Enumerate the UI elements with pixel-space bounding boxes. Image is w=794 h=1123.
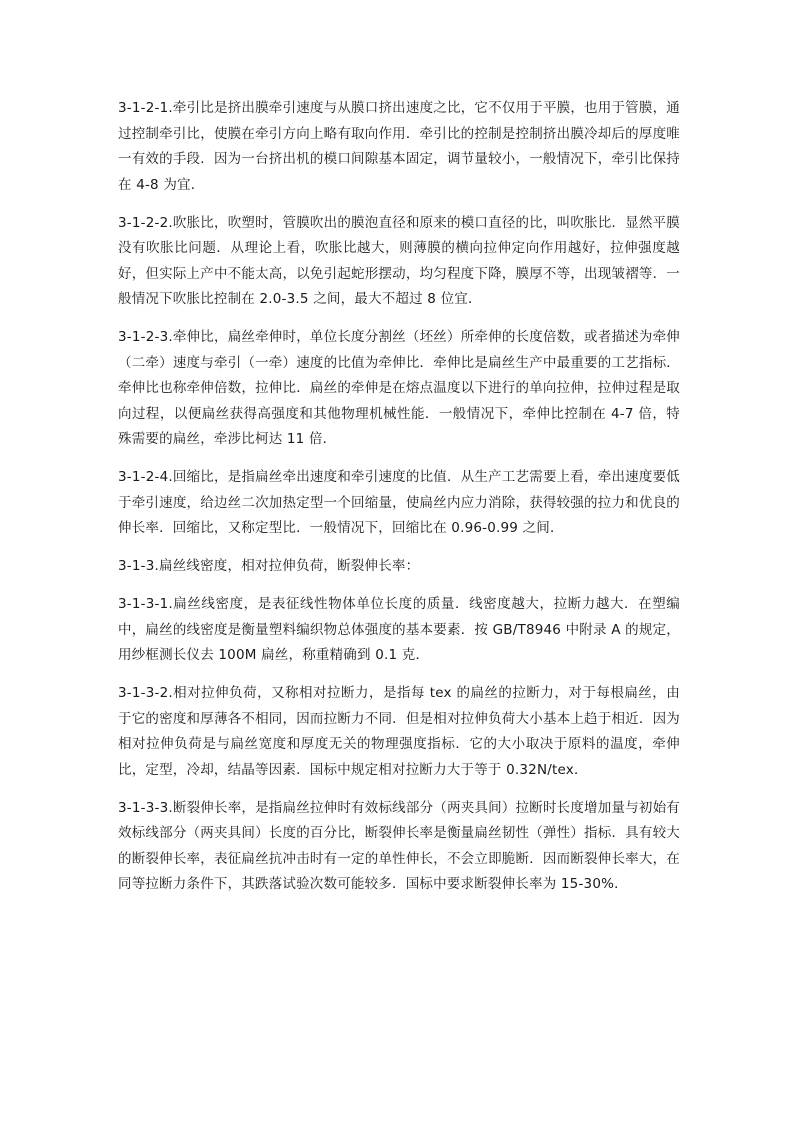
paragraph-3-1-2-4: 3-1-2-4.回缩比，是指扁丝牵出速度和牵引速度的比值．从生产工艺需要上看，牵出速度要低于牵引速度，给边丝二次加热定型一个回缩量，使扁丝内应力消除，获得较强的拉力和优良的伸长率．回缩比，又称定型比．一般情况下，回缩比在 0.96-0.99 之间． <box>118 469 680 536</box>
paragraph-3-1-3-3: 3-1-3-3.断裂伸长率，是指扁丝拉伸时有效标线部分（两夹具间）拉断时长度增加量与初始有效标线部分（两夹具间）长度的百分比，断裂伸长率是衡量扁丝韧性（弹性）指标．具有较大的断裂伸长率，表征扁丝抗冲击时有一定的单性伸长，不会立即脆断．因而断裂伸长率大，在同等拉断力条件下，其跌落试验次数可能较多．国标中要求断裂伸长率为 15-30%． <box>118 799 680 892</box>
paragraph-3-1-3-1: 3-1-3-1.扁丝线密度，是表征线性物体单位长度的质量．线密度越大，拉断力越大．在塑编中，扁丝的线密度是衡量塑料编织物总体强度的基本要素．按 GB/T8946 中附录 A 的规定，用纱框测长仪去 100M 扁丝，称重精确到 0.1 克． <box>118 596 680 663</box>
section-heading-3-1-3: 3-1-3.扁丝线密度，相对拉伸负荷，断裂伸长率： <box>118 558 420 574</box>
paragraph-3-1-2-2: 3-1-2-2.吹胀比，吹塑时，管膜吹出的膜泡直径和原来的模口直径的比，叫吹胀比．显然平膜没有吹胀比问题．从理论上看，吹胀比越大，则薄膜的横向拉伸定向作用越好，拉伸强度越好，但实际上产中不能太高，以免引起蛇形摆动，均匀程度下降，膜厚不等，出现皱褶等．一般情况下吹胀比控制在 2.0-3.5 之间，最大不超过 8 位宜． <box>118 214 680 307</box>
paragraph-3-1-3-2: 3-1-3-2.相对拉伸负荷，又称相对拉断力，是指每 tex 的扁丝的拉断力，对于每根扁丝，由于它的密度和厚薄各不相同，因而拉断力不同．但是相对拉伸负荷大小基本上趋于相近．因为相对拉伸负荷是与扁丝宽度和厚度无关的物理强度指标．它的大小取决于原料的温度，牵伸比，定型，冷却，结晶等因素．国标中规定相对拉断力大于等于 0.32N/tex． <box>118 685 680 778</box>
paragraph-3-1-2-1: 3-1-2-1.牵引比是挤出膜牵引速度与从膜口挤出速度之比，它不仅用于平膜，也用于管膜，通过控制牵引比，使膜在牵引方向上略有取向作用．牵引比的控制是控制挤出膜冷却后的厚度唯一有效的手段．因为一台挤出机的模口间隙基本固定，调节量较小，一般情况下，牵引比保持在 4-8 为宜． <box>118 100 680 193</box>
document-body <box>118 96 680 910</box>
paragraph-3-1-2-3: 3-1-2-3.牵伸比，扁丝牵伸时，单位长度分割丝（坯丝）所牵伸的长度倍数，或者描述为牵伸（二牵）速度与牵引（一牵）速度的比值为牵伸比．牵伸比是扁丝生产中最重要的工艺指标．牵伸比也称牵伸倍数，拉伸比．扁丝的牵伸是在熔点温度以下进行的单向拉伸，拉伸过程是取向过程，以便扁丝获得高强度和其他物理机械性能．一般情况下，牵伸比控制在 4-7 倍，特殊需要的扁丝，牵涉比柯达 11 倍． <box>118 329 680 447</box>
